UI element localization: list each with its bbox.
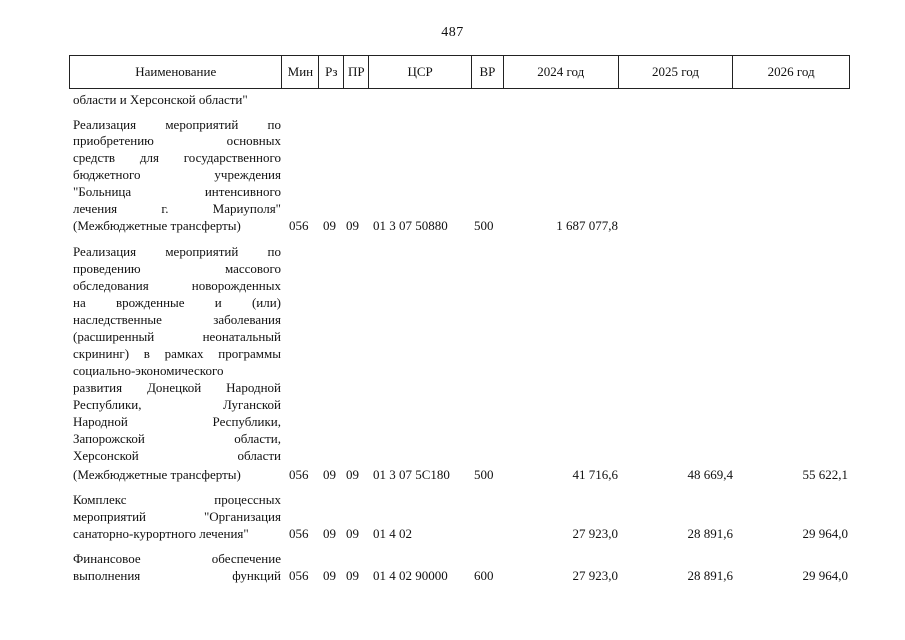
row-text-line: (расширенный неонатальный	[73, 329, 281, 344]
cell-min: 056	[289, 467, 309, 482]
cell-csr: 01 3 07 5С180	[373, 467, 450, 482]
col-header-pr: ПР	[344, 56, 369, 88]
row-text-line: Финансовое обеспечение	[73, 551, 281, 566]
cell-min: 056	[289, 526, 309, 541]
row-text-line: Комплекс процессных	[73, 492, 281, 507]
row-text-line: развития Донецкой Народной	[73, 380, 281, 395]
row-text-line: наследственные заболевания	[73, 312, 281, 327]
cell-min: 056	[289, 218, 309, 233]
cell-pr: 09	[346, 218, 359, 233]
cell-pr: 09	[346, 467, 359, 482]
cell-min: 056	[289, 568, 309, 583]
row-text-line: санаторно-курортного лечения"	[73, 526, 249, 541]
cell-2024: 1 687 077,8	[556, 218, 618, 233]
row-text-line: Запорожской области,	[73, 431, 281, 446]
col-header-min: Мин	[282, 56, 319, 88]
cell-rz: 09	[323, 568, 336, 583]
cell-2024: 41 716,6	[572, 467, 618, 482]
col-header-name: Наименование	[70, 56, 282, 88]
row-text-line: области и Херсонской области"	[73, 92, 248, 107]
cell-2026: 29 964,0	[802, 526, 848, 541]
cell-pr: 09	[346, 568, 359, 583]
cell-rz: 09	[323, 526, 336, 541]
row-text-line: Республики, Луганской	[73, 397, 281, 412]
cell-2025: 28 891,6	[687, 526, 733, 541]
row-text-line: Народной Республики,	[73, 414, 281, 429]
row-text-line: Реализация мероприятий по	[73, 117, 281, 132]
cell-csr: 01 3 07 50880	[373, 218, 448, 233]
cell-csr: 01 4 02 90000	[373, 568, 448, 583]
cell-rz: 09	[323, 467, 336, 482]
row-text-line: Херсонской области	[73, 448, 281, 463]
row-text-line: лечения г. Мариуполя"	[73, 201, 281, 216]
table-header	[69, 55, 850, 89]
row-text-line: на врожденные и (или)	[73, 295, 281, 310]
row-text-line: обследования новорожденных	[73, 278, 281, 293]
row-text-line: (Межбюджетные трансферты)	[73, 467, 241, 482]
row-text-line: "Больница интенсивного	[73, 184, 281, 199]
row-text-line: скрининг) в рамках программы	[73, 346, 281, 361]
cell-vr: 600	[474, 568, 494, 583]
cell-csr: 01 4 02	[373, 526, 412, 541]
cell-2025: 28 891,6	[687, 568, 733, 583]
cell-pr: 09	[346, 526, 359, 541]
cell-2024: 27 923,0	[572, 526, 618, 541]
row-text-line: социально-экономического	[73, 363, 224, 378]
row-text-line: приобретению основных	[73, 133, 281, 148]
row-text-line: выполнения функций	[73, 568, 281, 583]
cell-vr: 500	[474, 218, 494, 233]
cell-rz: 09	[323, 218, 336, 233]
row-text-line: (Межбюджетные трансферты)	[73, 218, 241, 233]
col-header-csr: ЦСР	[369, 56, 472, 88]
page-number: 487	[441, 25, 464, 40]
col-header-2025: 2025 год	[619, 56, 734, 88]
cell-2025: 48 669,4	[687, 467, 733, 482]
row-text-line: Реализация мероприятий по	[73, 244, 281, 259]
col-header-2024: 2024 год	[504, 56, 619, 88]
row-text-line: бюджетного учреждения	[73, 167, 281, 182]
cell-2024: 27 923,0	[572, 568, 618, 583]
row-text-line: средств для государственного	[73, 150, 281, 165]
cell-vr: 500	[474, 467, 494, 482]
cell-2026: 29 964,0	[802, 568, 848, 583]
col-header-2026: 2026 год	[767, 64, 815, 79]
cell-2026: 55 622,1	[802, 467, 848, 482]
row-text-line: мероприятий "Организация	[73, 509, 281, 524]
col-header-vr: ВР	[472, 56, 504, 88]
col-header-rz: Рз	[319, 56, 344, 88]
row-text-line: проведению массового	[73, 261, 281, 276]
